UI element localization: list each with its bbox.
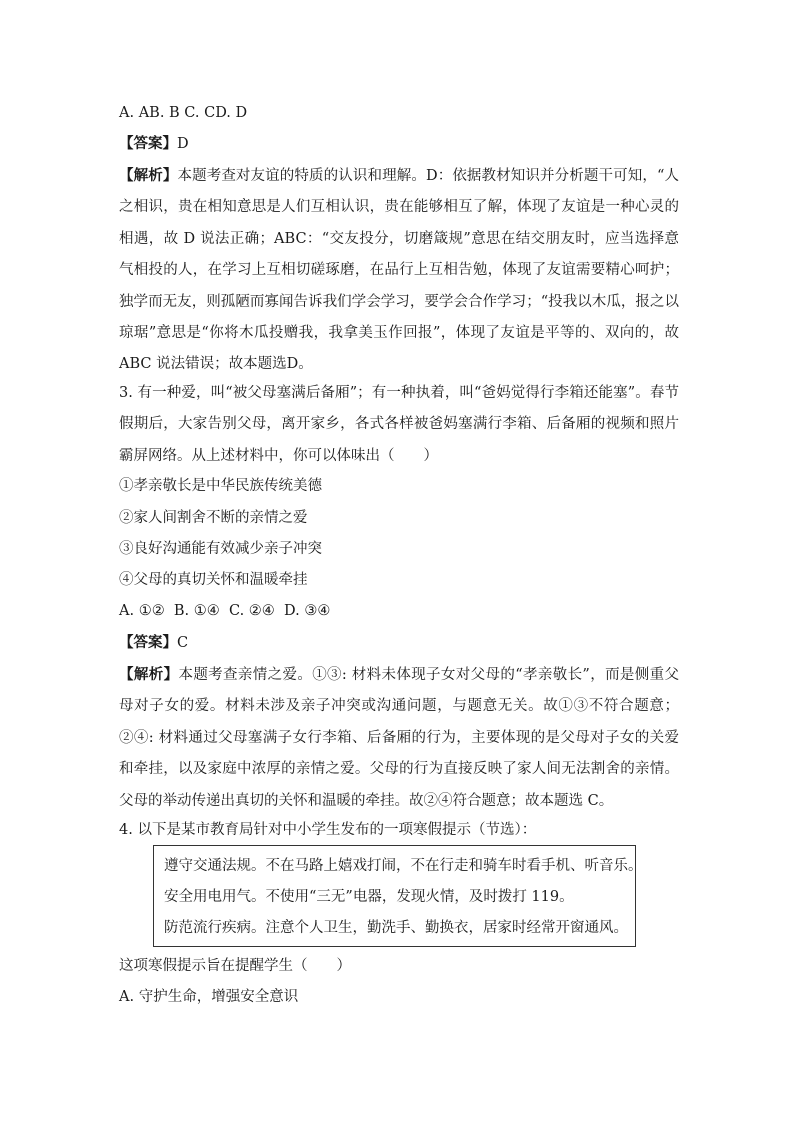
q3-item-1: ①孝亲敬长是中华民族传统美德 — [119, 478, 322, 494]
analysis-tag: 【解析】 — [119, 666, 179, 683]
q3-answer — [119, 633, 188, 653]
q4-option-a: A. 守护生命，增强安全意识 — [119, 989, 299, 1005]
answer-tag: 【答案】 — [119, 634, 177, 651]
q3-options: A. ①② B. ①④ C. ②④ D. ③④ — [119, 603, 331, 619]
notice-line-3: 防范流行疾病。注意个人卫生，勤洗手、勤换衣，居家时经常开窗通风。 — [164, 920, 628, 936]
analysis-text: 本题考查对友谊的特质的认识和理解。D：依据教材知识并分析题干可知，“人之相识，贵在相知意思是人们互相认识，贵在能够相互了解，体现了友谊是一种心灵的相遇，故 D 说法正确；ABC：“交友投分，切磨箴规”意思在结交朋友时，应当选择意气相投的人，在学习上互相切磋琢磨，在品行上互相告勉，体现了友谊需要精心呵护；独学而无友，则孤陋而寡闻告诉我们学会学习，要学会合作学习；“投我以木瓜，报之以琼琚”意思是“你将木瓜投赠我，我拿美玉作回报”，体现了友谊是平等的、双向的，故 ABC 说法错误；故本题选D。 — [119, 168, 679, 373]
q3-item-2: ②家人间割舍不断的亲情之爱 — [119, 510, 308, 526]
answer-value: D — [177, 136, 189, 152]
notice-line-2: 安全用电用气。不使用“三无”电器，发现火情，及时拨打 119。 — [164, 889, 574, 905]
analysis-tag: 【解析】 — [119, 167, 178, 184]
answer-value: C — [177, 635, 189, 651]
q3-analysis — [119, 659, 679, 817]
notice-line-1: 遵守交通法规。不在马路上嬉戏打闹，不在行走和骑车时看手机、听音乐。 — [164, 858, 643, 874]
q2-options: A. AB. B C. CD. D — [119, 105, 248, 121]
q2-analysis — [119, 160, 679, 380]
q4-stem: 4. 以下是某市教育局针对中小学生发布的一项寒假提示（节选）： — [119, 822, 537, 838]
q3-item-4: ④父母的真切关怀和温暖牵挂 — [119, 572, 308, 588]
q2-answer — [119, 134, 189, 154]
answer-tag: 【答案】 — [119, 135, 177, 152]
q3-item-3: ③良好沟通能有效减少亲子冲突 — [119, 541, 322, 557]
q4-question: 这项寒假提示旨在提醒学生（ ） — [119, 958, 351, 974]
q3-stem: 3. 有一种爱，叫“被父母塞满后备厢”；有一种执着，叫“爸妈觉得行李箱还能塞”。春节假期后，大家告别父母，离开家乡，各式各样被爸妈塞满行李箱、后备厢的视频和照片霸屏网络。从上述材料中，你可以体味出（ ） — [119, 385, 679, 464]
q4-notice-box — [153, 845, 643, 947]
analysis-text: 本题考查亲情之爱。①③: 材料未体现子女对父母的“孝亲敬长”，而是侧重父母对子女的爱。材料未涉及亲子冲突或沟通问题，与题意无关。故①③不符合题意；②④: 材料通过父母塞满子女行李箱、后备厢的行为，主要体现的是父母对子女的关爱和牵挂，以及家庭中浓厚的亲情之爱。父母的行为直接反映了家人间无法割舍的亲情。父母的举动传递出真切的关怀和温暖的牵挂。故②④符合题意；故本题选 C。 — [119, 667, 680, 809]
